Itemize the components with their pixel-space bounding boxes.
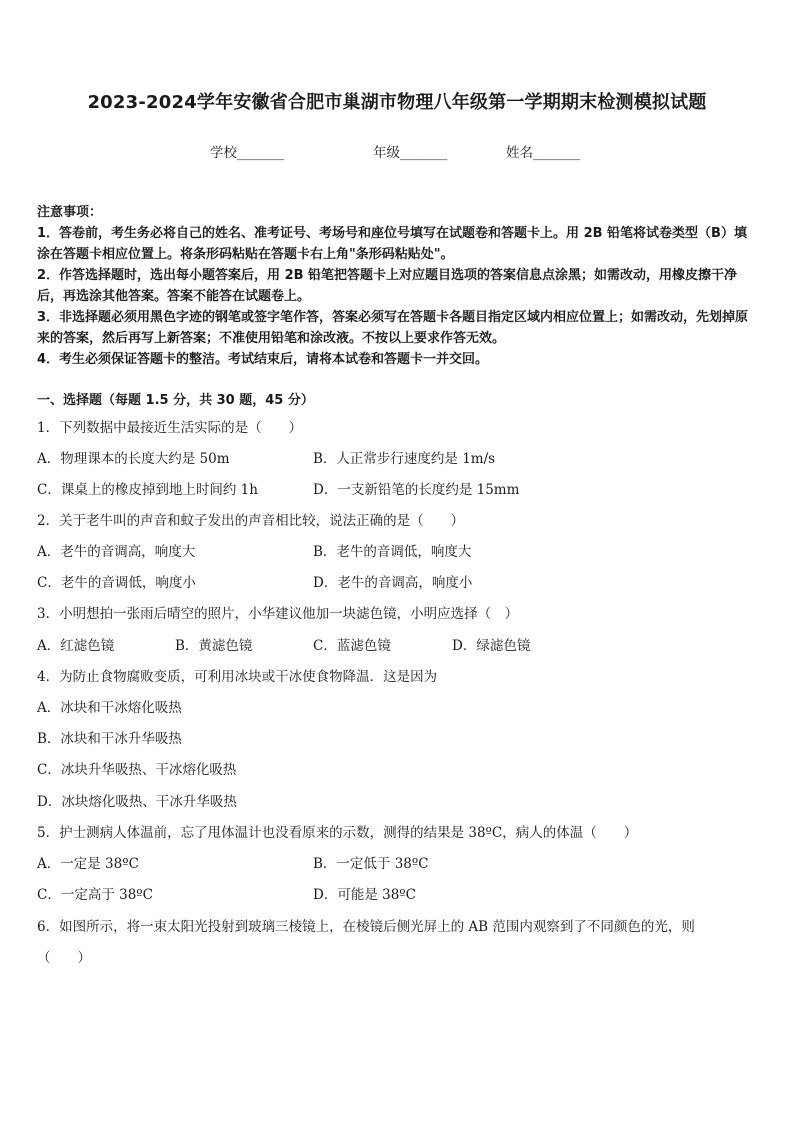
- question-stem: 6．如图所示，将一束太阳光投射到玻璃三棱镜上，在棱镜后侧光屏上的 AB 范围内观察到了不同颜色的光，则: [37, 919, 695, 935]
- notes-item: 3．非选择题必须用黑色字迹的钢笔或签字笔作答，答案必须写在答题卡各题目指定区域内相应位置上；如需改动，先划掉原来的答案，然后再写上新答案；不准使用铅笔和涂改液。不按以上要求作答无效。: [37, 310, 749, 346]
- option-b: B．冰块和干冰升华吸热: [37, 731, 182, 747]
- option-b: B．一定低于 38ºC: [313, 856, 429, 872]
- option-d: D．冰块熔化吸热、干冰升华吸热: [37, 794, 237, 810]
- option-a: A．冰块和干冰熔化吸热: [37, 700, 182, 716]
- option-a: A．物理课本的长度大约是 50m: [37, 451, 230, 467]
- question-stem: 4．为防止食物腐败变质，可利用冰块或干冰使食物降温．这是因为: [37, 669, 438, 685]
- option-a: A．红滤色镜: [37, 638, 115, 654]
- option-b: B．老牛的音调低，响度大: [313, 544, 472, 560]
- notes-item: 2．作答选择题时，选出每小题答案后，用 2B 铅笔把答题卡上对应题目选项的答案信息点涂黑；如需改动，用橡皮擦干净后，再选涂其他答案。答案不能答在试题卷上。: [37, 268, 738, 304]
- question-stem-continuation: （ ）: [37, 950, 91, 966]
- notes-heading: 注意事项：: [37, 205, 103, 220]
- option-c: C．老牛的音调低，响度小: [37, 575, 196, 591]
- section-heading: 一、选择题（每题 1.5 分，共 30 题，45 分）: [37, 393, 314, 408]
- option-b: B．人正常步行速度约是 1m/s: [313, 451, 496, 467]
- option-c: C．蓝滤色镜: [313, 638, 391, 654]
- option-c: C．一定高于 38ºC: [37, 887, 153, 903]
- question-stem: 1．下列数据中最接近生活实际的是（ ）: [37, 420, 303, 436]
- notes-item: 1．答卷前，考生务必将自己的姓名、准考证号、考场号和座位号填写在试题卷和答题卡上。用 2B 铅笔将试卷类型（B）填涂在答题卡相应位置上。将条形码粘贴在答题卡右上角"条形码粘贴处"。: [37, 226, 747, 262]
- option-d: D．老牛的音调高，响度小: [313, 575, 473, 591]
- option-b: B．黄滤色镜: [175, 638, 253, 654]
- school-field: 学校_______: [210, 145, 285, 161]
- page-title: 2023-2024学年安徽省合肥市巢湖市物理八年级第一学期期末检测模拟试题: [87, 92, 707, 113]
- notes-block: [37, 202, 759, 370]
- question-stem: 5．护士测病人体温前，忘了甩体温计也没看原来的示数，测得的结果是 38ºC，病人的体温（ ）: [37, 825, 638, 841]
- option-c: C．课桌上的橡皮掉到地上时间约 1h: [37, 482, 258, 498]
- option-c: C．冰块升华吸热、干冰熔化吸热: [37, 762, 237, 778]
- option-d: D．绿滤色镜: [452, 638, 531, 654]
- question-stem: 2．关于老牛叫的声音和蚊子发出的声音相比较，说法正确的是（ ）: [37, 513, 465, 529]
- name-field: 姓名_______: [506, 145, 581, 161]
- option-d: D．可能是 38ºC: [313, 887, 416, 903]
- option-d: D．一支新铅笔的长度约是 15mm: [313, 482, 520, 498]
- notes-item: 4．考生必须保证答题卡的整洁。考试结束后，请将本试卷和答题卡一并交回。: [37, 352, 489, 367]
- option-a: A．一定是 38ºC: [37, 856, 139, 872]
- option-a: A．老牛的音调高，响度大: [37, 544, 196, 560]
- question-stem: 3．小明想拍一张雨后晴空的照片，小华建议他加一块滤色镜，小明应选择（ ）: [37, 606, 519, 622]
- grade-field: 年级_______: [373, 145, 448, 161]
